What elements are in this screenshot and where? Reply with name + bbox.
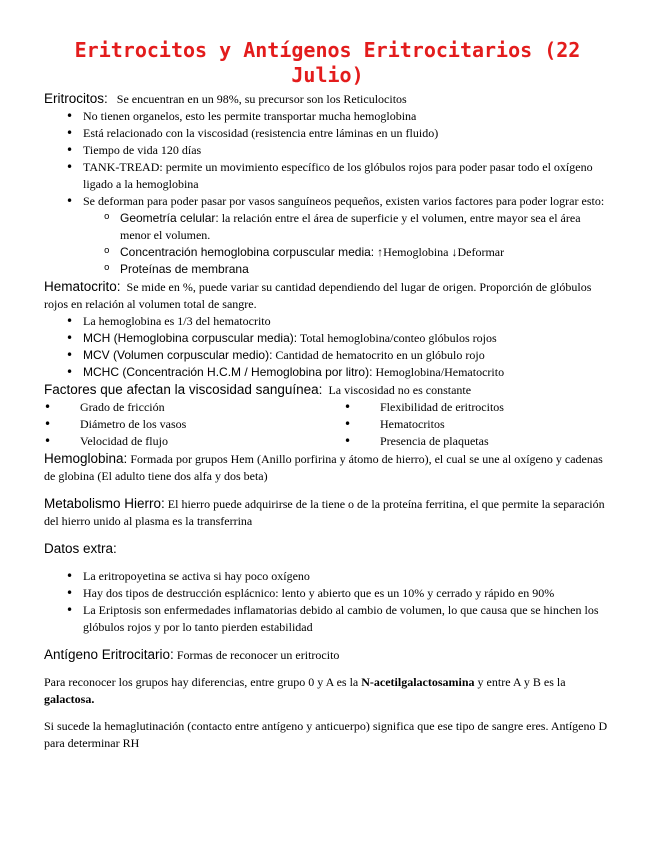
sub-item-term: Geometría celular: — [120, 211, 219, 225]
section-heading-viscosidad: Factores que afectan la viscosidad sanguínea: — [44, 382, 323, 397]
section-heading-eritrocitos: Eritrocitos: — [44, 91, 108, 106]
list-item: • Diámetro de los vasos — [44, 416, 314, 433]
section-hematocrito — [44, 278, 614, 381]
item-term: MCHC (Concentración H.C.M / Hemoglobina por litro): — [83, 365, 373, 379]
page-title: Eritrocitos y Antígenos Eritrocitarios (22 Julio) — [74, 38, 581, 87]
section-hemoglobina — [44, 450, 614, 485]
factors-left-column — [44, 399, 314, 450]
item-text: Cantidad de hematocrito en un glóbulo rojo — [275, 348, 485, 362]
item-term: MCH (Hemoglobina corpuscular media): — [83, 331, 298, 345]
eritrocitos-intro: Se encuentran en un 98%, su precursor son los Reticulocitos — [116, 92, 407, 106]
list-item: • Está relacionado con la viscosidad (resistencia entre láminas en un fluido) — [44, 125, 614, 142]
list-item: • Flexibilidad de eritrocitos — [344, 399, 614, 416]
viscosidad-intro: La viscosidad no es constante — [328, 383, 472, 397]
sub-item-text: ↑Hemoglobina ↓Deformar — [377, 245, 505, 259]
section-heading-metabolismo: Metabolismo Hierro: — [44, 496, 165, 511]
list-item — [44, 347, 614, 364]
item-term: MCV (Volumen corpuscular medio): — [83, 348, 273, 362]
document-body — [44, 90, 614, 752]
section-heading-hematocrito: Hematocrito: — [44, 279, 121, 294]
list-item — [44, 313, 614, 330]
factors-right-column — [344, 399, 614, 450]
item-text: Hemoglobina/Hematocrito — [375, 365, 505, 379]
item-text: La hemoglobina es 1/3 del hematocrito — [83, 314, 271, 328]
list-item: • Tiempo de vida 120 días — [44, 142, 614, 159]
hematocrito-intro: Se mide en %, puede variar su cantidad dependiendo del lugar de origen. Proporción de glóbulos rojos en relación al volumen total de sangre. — [44, 280, 592, 311]
sub-list-item — [44, 210, 614, 244]
section-eritrocitos — [44, 90, 614, 278]
list-item: • Velocidad de flujo — [44, 433, 314, 450]
viscosidad-factors — [44, 399, 614, 450]
list-item: • No tienen organelos, esto les permite transportar mucha hemoglobina — [44, 108, 614, 125]
hematocrito-list — [44, 313, 614, 381]
sub-item-term: Concentración hemoglobina corpuscular media: — [120, 245, 375, 259]
antigeno-paragraph-2: Si sucede la hemaglutinación (contacto entre antígeno y anticuerpo) significa que ese tipo de sangre eres. Antígeno D para determinar RH — [44, 719, 608, 750]
list-item: • La Eriptosis son enfermedades inflamatorias debido al cambio de volumen, lo que causa que se hinchen los glóbulos rojos y por lo tanto pierden estabilidad — [44, 602, 614, 636]
antigeno-intro: Formas de reconocer un eritrocito — [176, 648, 340, 662]
list-item: • La eritropoyetina se activa si hay poco oxígeno — [44, 568, 614, 585]
section-antigeno — [44, 646, 614, 752]
section-datos-extra — [44, 540, 614, 636]
datos-list — [44, 568, 614, 636]
antigeno-paragraph-1 — [44, 674, 614, 708]
section-heading-datos: Datos extra: — [44, 541, 117, 556]
sub-list-item — [44, 261, 614, 278]
sub-item-text: la relación entre el área de superficie y el volumen, entre mayor sea el área menor el volumen. — [120, 211, 581, 242]
antigeno-p1-bold-2: galactosa. — [44, 692, 95, 706]
sub-list-item — [44, 244, 614, 261]
sub-item-term: Proteínas de membrana — [120, 262, 249, 276]
metabolismo-text: El hierro puede adquirirse de la tiene o de la proteína ferritina, el que permite la separación del hierro unido al plasma es la transferrina — [44, 497, 605, 528]
antigeno-p1-pre: Para reconocer los grupos hay diferencias, entre grupo 0 y A es la — [44, 675, 359, 689]
list-item — [44, 364, 614, 381]
list-item: • Grado de fricción — [44, 399, 314, 416]
eritrocitos-list — [44, 108, 614, 278]
section-viscosidad — [44, 381, 614, 450]
list-item: • Hematocritos — [344, 416, 614, 433]
hemoglobina-text: Formada por grupos Hem (Anillo porfirina y átomo de hierro), el cual se une al oxígeno y cadenas de globina (El adulto tiene dos alfa y dos beta) — [44, 452, 603, 483]
list-item: • TANK-TREAD: permite un movimiento específico de los glóbulos rojos para poder pasar todo el oxígeno ligado a la hemoglobina — [44, 159, 614, 193]
item-text: Total hemoglobina/conteo glóbulos rojos — [299, 331, 497, 345]
antigeno-p1-bold-1: N-acetilgalactosamina — [361, 675, 475, 689]
section-heading-antigeno: Antígeno Eritrocitario: — [44, 647, 174, 662]
section-metabolismo-hierro — [44, 495, 614, 530]
list-item: • Se deforman para poder pasar por vasos sanguíneos pequeños, existen varios factores para poder lograr esto: — [44, 193, 614, 210]
list-item: • Presencia de plaquetas — [344, 433, 614, 450]
list-item — [44, 330, 614, 347]
list-item: • Hay dos tipos de destrucción esplácnico: lento y abierto que es un 10% y cerrado y rápido en 90% — [44, 585, 614, 602]
section-heading-hemoglobina: Hemoglobina: — [44, 451, 128, 466]
antigeno-p1-mid: y entre A y B es la — [477, 675, 566, 689]
